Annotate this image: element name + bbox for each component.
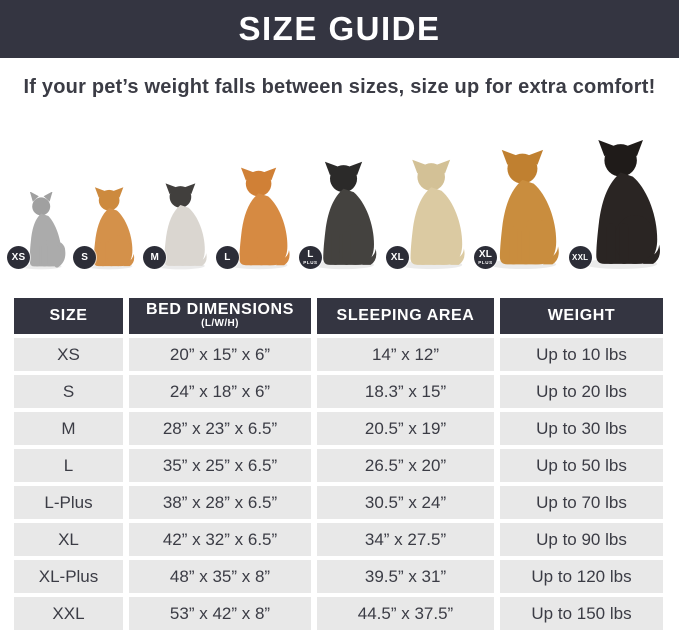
cell-weight: Up to 150 lbs xyxy=(500,597,663,630)
cell-size: XS xyxy=(14,338,123,371)
cell-sleeping-area: 26.5” x 20” xyxy=(317,449,494,482)
size-badge xyxy=(569,246,592,269)
animal-illustration-golden-retriever xyxy=(478,148,562,270)
cell-bed-dimensions: 28” x 23” x 6.5” xyxy=(129,412,311,445)
title-banner xyxy=(0,0,679,58)
column-header-sleeping-area xyxy=(317,298,494,334)
size-badge-label: M xyxy=(150,251,160,263)
cell-bed-dimensions: 38” x 28” x 6.5” xyxy=(129,486,311,519)
animal-illustration-pomeranian xyxy=(82,186,136,270)
column-header-label: WEIGHT xyxy=(547,306,616,324)
animal-illustration-doberman xyxy=(572,138,663,270)
cell-size: L-Plus xyxy=(14,486,123,519)
cell-weight: Up to 10 lbs xyxy=(500,338,663,371)
cell-bed-dimensions: 20” x 15” x 6” xyxy=(129,338,311,371)
animal-illustration-shiba-inu xyxy=(225,166,292,270)
size-badge-sub-label: PLUS xyxy=(478,259,493,265)
cell-bed-dimensions: 42” x 32” x 6.5” xyxy=(129,523,311,556)
cell-sleeping-area: 39.5” x 31” xyxy=(317,560,494,593)
cell-bed-dimensions: 35” x 25” x 6.5” xyxy=(129,449,311,482)
column-header-label: BED DIMENSIONS xyxy=(146,301,294,319)
size-badge-label: XL xyxy=(478,248,493,260)
cell-sleeping-area: 34” x 27.5” xyxy=(317,523,494,556)
cell-bed-dimensions: 24” x 18” x 6” xyxy=(129,375,311,408)
cell-bed-dimensions: 48” x 35” x 8” xyxy=(129,560,311,593)
column-header-label: SLEEPING AREA xyxy=(336,306,475,324)
size-badge-label: S xyxy=(81,251,89,263)
cell-sleeping-area: 44.5” x 37.5” xyxy=(317,597,494,630)
cell-size: XL-Plus xyxy=(14,560,123,593)
cell-size: XL xyxy=(14,523,123,556)
cell-size: L xyxy=(14,449,123,482)
cell-weight: Up to 70 lbs xyxy=(500,486,663,519)
column-header-bed-dimensions xyxy=(129,298,311,334)
cell-weight: Up to 30 lbs xyxy=(500,412,663,445)
size-badge xyxy=(386,246,409,269)
cell-bed-dimensions: 53” x 42” x 8” xyxy=(129,597,311,630)
size-badge-label: XL xyxy=(390,251,404,263)
size-badge-label: L xyxy=(307,248,314,260)
size-table xyxy=(14,298,663,630)
animal-illustration-french-bulldog xyxy=(152,182,209,270)
cell-sleeping-area: 18.3” x 15” xyxy=(317,375,494,408)
column-header-weight xyxy=(500,298,663,334)
size-badge xyxy=(299,246,322,269)
sizing-advice-text: If your pet’s weight falls between sizes, size up for extra comfort! xyxy=(23,76,656,98)
column-header-sublabel: (L/W/H) xyxy=(201,318,239,330)
cell-weight: Up to 20 lbs xyxy=(500,375,663,408)
size-badge-label: XS xyxy=(11,251,26,263)
dog-icon xyxy=(578,138,663,270)
size-badge xyxy=(216,246,239,269)
cell-size: M xyxy=(14,412,123,445)
size-badge-label: XXL xyxy=(572,252,589,262)
cell-size: S xyxy=(14,375,123,408)
cell-sleeping-area: 30.5” x 24” xyxy=(317,486,494,519)
cell-weight: Up to 90 lbs xyxy=(500,523,663,556)
animal-illustration-cat xyxy=(11,192,66,270)
cell-weight: Up to 50 lbs xyxy=(500,449,663,482)
animal-illustration-border-collie xyxy=(303,160,379,270)
size-badge-label: L xyxy=(224,251,231,263)
animal-illustration-labrador xyxy=(390,158,467,270)
page-title: SIZE GUIDE xyxy=(238,10,441,47)
cell-size: XXL xyxy=(14,597,123,630)
size-badge xyxy=(474,246,497,269)
column-header-label: SIZE xyxy=(49,306,88,324)
pet-size-lineup xyxy=(0,114,679,274)
column-header-size xyxy=(14,298,123,334)
cell-weight: Up to 120 lbs xyxy=(500,560,663,593)
cell-sleeping-area: 20.5” x 19” xyxy=(317,412,494,445)
cell-sleeping-area: 14” x 12” xyxy=(317,338,494,371)
size-badge-sub-label: PLUS xyxy=(303,259,318,265)
size-badge xyxy=(7,246,30,269)
